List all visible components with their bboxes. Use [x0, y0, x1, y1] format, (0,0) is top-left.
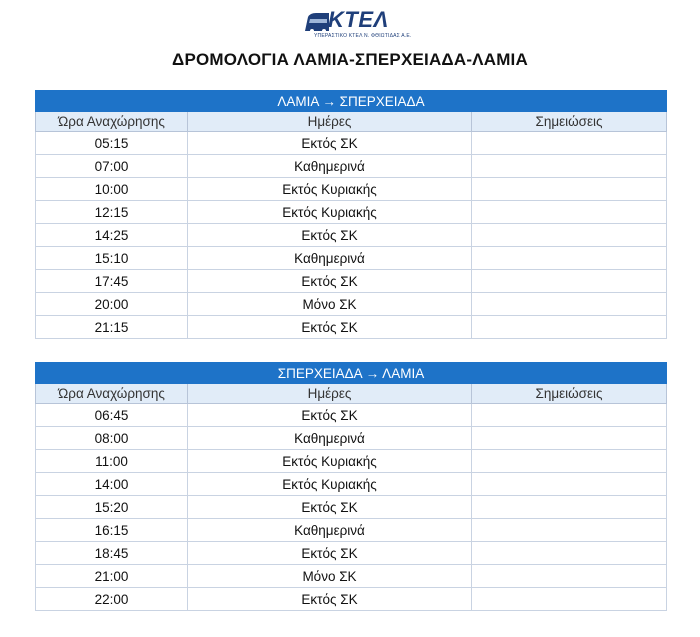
table-row [36, 178, 667, 201]
days: Εκτός ΣΚ [188, 224, 472, 247]
days: Εκτός Κυριακής [188, 473, 472, 496]
departure-time: 07:00 [36, 155, 188, 178]
page-title: ΔΡΟΜΟΛΟΓΙΑ ΛΑΜΙΑ-ΣΠΕΡΧΕΙΑΔΑ-ΛΑΜΙΑ [172, 50, 528, 69]
days: Μόνο ΣΚ [188, 565, 472, 588]
departure-time: 05:15 [36, 132, 188, 155]
departure-time: 08:00 [36, 427, 188, 450]
table-row [36, 427, 667, 450]
days: Καθημερινά [188, 427, 472, 450]
days: Εκτός Κυριακής [188, 201, 472, 224]
table-row [36, 404, 667, 427]
column-header-time: Ώρα Αναχώρησης [36, 384, 188, 404]
notes [472, 201, 667, 224]
departure-time: 12:15 [36, 201, 188, 224]
days: Εκτός Κυριακής [188, 450, 472, 473]
days: Καθημερινά [188, 247, 472, 270]
bus-icon [304, 11, 330, 33]
days: Εκτός ΣΚ [188, 588, 472, 611]
days: Εκτός ΣΚ [188, 496, 472, 519]
schedule-table-lamia-spercheiada [35, 90, 667, 339]
table-row [36, 201, 667, 224]
column-header-days: Ημέρες [188, 112, 472, 132]
days: Εκτός ΣΚ [188, 404, 472, 427]
departure-time: 16:15 [36, 519, 188, 542]
notes [472, 132, 667, 155]
departure-time: 11:00 [36, 450, 188, 473]
departure-time: 10:00 [36, 178, 188, 201]
days: Εκτός Κυριακής [188, 178, 472, 201]
notes [472, 565, 667, 588]
notes [472, 473, 667, 496]
table-row [36, 270, 667, 293]
route-header: ΛΑΜΙΑ → ΣΠΕΡΧΕΙΑΔΑ [36, 91, 667, 112]
departure-time: 06:45 [36, 404, 188, 427]
days: Εκτός ΣΚ [188, 270, 472, 293]
departure-time: 18:45 [36, 542, 188, 565]
days: Καθημερινά [188, 519, 472, 542]
departure-time: 14:00 [36, 473, 188, 496]
column-header-notes: Σημειώσεις [472, 112, 667, 132]
notes [472, 224, 667, 247]
notes [472, 316, 667, 339]
notes [472, 270, 667, 293]
logo-subtitle: ΥΠΕΡΑΣΤΙΚΟ ΚΤΕΛ Ν. ΦΘΙΩΤΙΔΑΣ Α.Ε. [314, 33, 412, 39]
notes [472, 293, 667, 316]
notes [472, 542, 667, 565]
notes [472, 427, 667, 450]
notes [472, 178, 667, 201]
table-row [36, 132, 667, 155]
departure-time: 15:20 [36, 496, 188, 519]
days: Καθημερινά [188, 155, 472, 178]
table-row [36, 496, 667, 519]
departure-time: 21:15 [36, 316, 188, 339]
table-row [36, 155, 667, 178]
column-header-notes: Σημειώσεις [472, 384, 667, 404]
notes [472, 496, 667, 519]
logo-brand: ΚΤΕΛ [328, 7, 389, 32]
notes [472, 247, 667, 270]
table-row [36, 588, 667, 611]
column-header-time: Ώρα Αναχώρησης [36, 112, 188, 132]
notes [472, 588, 667, 611]
notes [472, 404, 667, 427]
table-row [36, 473, 667, 496]
departure-time: 17:45 [36, 270, 188, 293]
table-row [36, 450, 667, 473]
ktel-logo [304, 7, 412, 39]
notes [472, 155, 667, 178]
departure-time: 21:00 [36, 565, 188, 588]
days: Εκτός ΣΚ [188, 132, 472, 155]
table-row [36, 565, 667, 588]
notes [472, 519, 667, 542]
table-row [36, 247, 667, 270]
notes [472, 450, 667, 473]
table-row [36, 293, 667, 316]
table-row [36, 519, 667, 542]
departure-time: 14:25 [36, 224, 188, 247]
days: Μόνο ΣΚ [188, 293, 472, 316]
table-row [36, 224, 667, 247]
departure-time: 20:00 [36, 293, 188, 316]
days: Εκτός ΣΚ [188, 316, 472, 339]
table-row [36, 542, 667, 565]
schedule-table-spercheiada-lamia [35, 362, 667, 611]
departure-time: 15:10 [36, 247, 188, 270]
table-row [36, 316, 667, 339]
departure-time: 22:00 [36, 588, 188, 611]
days: Εκτός ΣΚ [188, 542, 472, 565]
route-header: ΣΠΕΡΧΕΙΑΔΑ → ΛΑΜΙΑ [36, 363, 667, 384]
column-header-days: Ημέρες [188, 384, 472, 404]
